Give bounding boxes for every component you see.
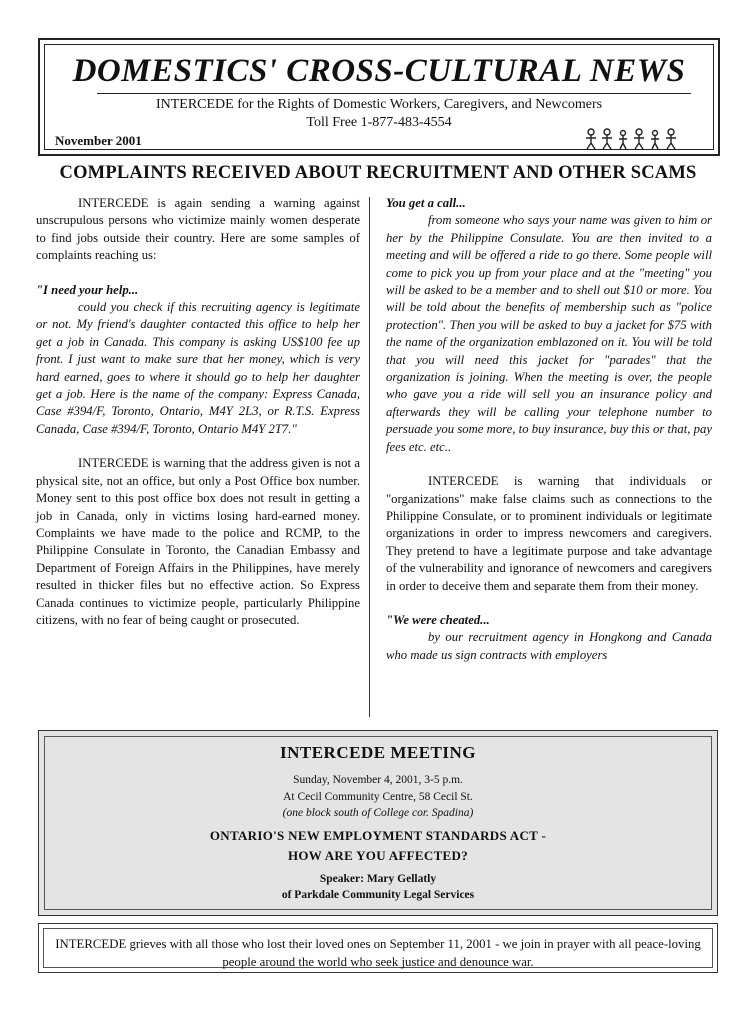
warning-paragraph-organizations: INTERCEDE is warning that individuals or "organizations" make false claims such as connections to the Philippine Consulate, or to prominent individuals or legitimate organizations in order to impress newcomers and caregivers. They pretend to have a legitimate purpose and take advantage of the vulnerability and ignorance of newcomers and caregivers in order to deceive them and separate them from their money. <box>386 474 712 593</box>
meeting-announcement-box <box>38 730 718 916</box>
masthead-inner-border <box>44 44 714 150</box>
meeting-topic-line-1: ONTARIO'S NEW EMPLOYMENT STANDARDS ACT - <box>209 828 547 843</box>
right-column <box>386 195 712 664</box>
organization-subtitle: INTERCEDE for the Rights of Domestic Workers, Caregivers, and Newcomers <box>155 97 603 112</box>
issue-date: November 2001 <box>55 133 142 148</box>
title-rule <box>97 93 691 94</box>
meeting-directions: (one block south of College cor. Spadina) <box>282 807 474 819</box>
people-figures-graphic <box>583 127 687 151</box>
column-divider <box>369 197 370 717</box>
memorial-notice-inner-border <box>43 928 713 968</box>
meeting-speaker: Speaker: Mary Gellatly <box>319 873 437 885</box>
newsletter-title: DOMESTICS' CROSS-CULTURAL NEWS <box>72 53 686 89</box>
intro-paragraph: INTERCEDE is again sending a warning against unscrupulous persons who victimize mainly women desperate to find jobs outside their country. Here are some samples of complaints reaching us: <box>36 196 360 263</box>
memorial-notice-text: INTERCEDE grieves with all those who lost their loved ones on September 11, 2001 - we join in prayer with all peace-loving people around the world who seek justice and denounce war. <box>55 937 701 969</box>
speaker-organization: of Parkdale Community Legal Services <box>281 889 475 901</box>
meeting-location: At Cecil Community Centre, 58 Cecil St. <box>283 791 473 803</box>
toll-free-number: Toll Free 1-877-483-4554 <box>306 115 452 130</box>
complaint-text-help: could you check if this recruiting agency is legitimate or not. My friend's daughter contacted this office to help her get a job in Canada. This company is asking US$100 fee up front. I just want to make sure that her money, which is very hard earned, goes to where it should go to help her daughter get a job. Here is the name of the company: Express Canada, Case #394/F, Toronto, Ontario, M4Y 2L3, or R.T.S. Express Canada, Case #394/F, Toronto, Ontario M4Y 2T7." <box>36 300 360 436</box>
complaint-heading-help: "I need your help... <box>36 282 139 297</box>
meeting-topic-line-2: HOW ARE YOU AFFECTED? <box>287 848 469 863</box>
complaint-text-cheated: by our recruitment agency in Hongkong and Canada who made us sign contracts with employers <box>386 630 712 662</box>
masthead <box>38 38 720 156</box>
left-column <box>36 195 360 629</box>
meeting-inner-border <box>44 736 712 910</box>
memorial-notice-box <box>38 923 718 973</box>
article-headline: COMPLAINTS RECEIVED ABOUT RECRUITMENT AND OTHER SCAMS <box>59 163 697 183</box>
complaint-text-call: from someone who says your name was given to him or her by the Philippine Consulate. You are then invited to a meeting and will be offered a ride to go there. Some people will come to pick you up from your place and at the "meeting" you will be asked to be a member and to shell out $10 or more. You will be told about the benefits of membership such as "police protection". Then you will be asked to buy a jacket for $75 with the name of the organization emblazoned on it. You will be told that you will need this jacket for "parades" that the organization is joining. When the meeting is over, the people who gave you a ride will sell you an insurance policy and afterwards they will be calling your telephone number to persuade you some more, to buy insurance, buy this or that, pay fees etc. etc.. <box>386 213 712 454</box>
people-figures-icon <box>583 127 687 156</box>
warning-paragraph-address: INTERCEDE is warning that the address given is not a physical site, not an office, but only a Post Office box number. Money sent to this post office box does not result in getting a job in Canada, only in victims losing hard-earned money. Complaints we have made to the police and RCMP, to the Philippine Consulate in Toronto, the Canadian Embassy and Department of Foreign Affairs in the Philippines, have merely resulted in thicker files but no effective action. So Express Canada continues to victimize people, particularly Philippine citizens, with no fear of being caught or prosecuted. <box>36 456 360 627</box>
meeting-date-time: Sunday, November 4, 2001, 3-5 p.m. <box>293 774 463 786</box>
complaint-heading-cheated: "We were cheated... <box>386 612 490 627</box>
meeting-title: INTERCEDE MEETING <box>279 743 476 762</box>
complaint-heading-call: You get a call... <box>386 196 466 210</box>
